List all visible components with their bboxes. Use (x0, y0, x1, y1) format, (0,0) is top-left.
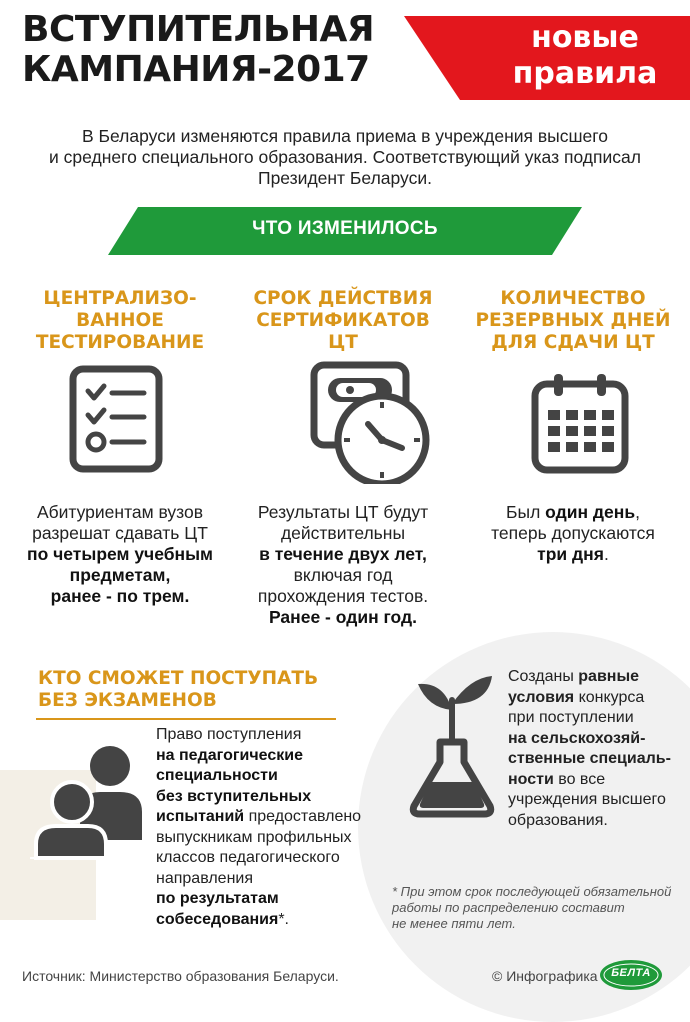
column2-text-l3: в течение двух лет, (259, 544, 427, 564)
column1-text (14, 502, 226, 607)
column3-text-l3: три дня (537, 544, 604, 564)
agro-l4: на сельскохозяй- (508, 729, 646, 747)
exam-free-l7: классов педагогического (156, 849, 340, 866)
section-banner-label: ЧТО ИЗМЕНИЛОСЬ (252, 218, 438, 239)
intro-line3: Президент Беларуси. (257, 168, 432, 188)
main-title-line1: ВСТУПИТЕЛЬНАЯ (22, 9, 375, 50)
agro-l1b: равные (578, 668, 640, 685)
column1-title-l2: ВАННОЕ (76, 310, 164, 331)
column3-text-l1c: , (635, 502, 640, 522)
footnote-l2: работы по распределению составит (392, 900, 625, 915)
agro-l8: образования. (508, 811, 608, 829)
certificate-clock-icon (306, 360, 444, 484)
exam-free-title-l1: КТО СМОЖЕТ ПОСТУПАТЬ (38, 668, 319, 689)
main-title-line2: КАМПАНИЯ-2017 (22, 49, 370, 90)
agro-l6a: ности (508, 770, 554, 788)
footnote-l3: не менее пяти лет. (392, 916, 516, 931)
agro-l3: при поступлении (508, 709, 634, 726)
column1-title-l1: ЦЕНТРАЛИЗО- (43, 288, 197, 309)
column2-text-l4: включая год (293, 565, 393, 585)
exam-free-title (38, 668, 358, 712)
column1-title-l3: ТЕСТИРОВАНИЕ (35, 332, 205, 353)
column3-title-l1: КОЛИЧЕСТВО (500, 288, 646, 309)
exam-free-text (156, 725, 386, 930)
agro-l5: ственные специаль- (508, 750, 671, 767)
column1-text-l3: по четырем учебным (27, 544, 213, 564)
footnote-l1: * При этом срок последующей обязательной (392, 884, 672, 899)
main-title (22, 10, 402, 90)
agro-l6b: во все (553, 770, 606, 788)
exam-free-l1: Право поступления (156, 726, 302, 743)
agro-l1a: Созданы (508, 668, 579, 685)
people-icon (30, 740, 158, 860)
intro-line1: В Беларуси изменяются правила приема в учреждения высшего (82, 126, 608, 146)
column1-text-l5: ранее - по трем. (50, 586, 190, 606)
source-note: Источник: Министерство образования Беларуси. (22, 968, 339, 984)
agro-l2b: конкурса (574, 688, 645, 706)
exam-free-l10b: *. (278, 910, 289, 928)
infographic-credit: © Инфографика (492, 968, 598, 984)
column1-text-l4: предметам, (69, 565, 171, 585)
intro-line2: и среднего специального образования. Соответствующий указ подписал (49, 147, 641, 167)
column3-title-l2: РЕЗЕРВНЫХ ДНЕЙ (475, 310, 671, 331)
intro-text (40, 126, 650, 189)
column3-text-l3b: . (603, 544, 609, 564)
ribbon-label (500, 20, 670, 92)
checklist-icon (68, 364, 164, 474)
column1-text-l2: разрешат сдавать ЦТ (32, 523, 208, 543)
ribbon-line2: правила (512, 56, 658, 91)
column2-text-l2: действительны (280, 523, 406, 543)
exam-free-l10a: собеседования (156, 910, 279, 928)
column-title-reserve-days (462, 288, 684, 354)
column3-text (462, 502, 684, 565)
column2-text-l1: Результаты ЦТ будут (257, 502, 429, 522)
column2-text-l5: прохождения тестов. (257, 586, 429, 606)
exam-free-l5b: предоставлено (244, 808, 362, 825)
column2-title-l2: СЕРТИФИКАТОВ (256, 310, 430, 331)
exam-free-title-l2: БЕЗ ЭКЗАМЕНОВ (38, 690, 217, 711)
exam-free-l8: направления (156, 869, 253, 887)
exam-free-l6: выпускникам профильных (156, 828, 352, 846)
column3-text-l1b: один день (545, 502, 636, 522)
footnote (392, 884, 682, 932)
exam-free-l3: специальности (156, 767, 278, 784)
column-title-certificate-validity (238, 288, 448, 354)
column2-title-l3: ЦТ (328, 332, 358, 353)
exam-free-l9: по результатам (156, 890, 279, 907)
belta-logo-text: БЕЛТА (611, 967, 651, 979)
column1-text-l1: Абитуриентам вузов (36, 502, 204, 522)
agro-text (508, 667, 678, 831)
exam-free-l5a: испытаний (156, 808, 245, 825)
agro-l7: учреждения высшего (508, 791, 666, 808)
column2-text-l6: Ранее - один год. (268, 607, 417, 627)
exam-free-underline (36, 718, 336, 720)
flask-sprout-icon (408, 670, 496, 818)
column3-text-l1a: Был (506, 502, 546, 522)
agro-l2a: условия (508, 688, 575, 706)
calendar-icon (530, 372, 630, 476)
ribbon-line1: новые (531, 20, 639, 55)
column3-title-l3: ДЛЯ СДАЧИ ЦТ (491, 332, 655, 353)
column2-title-l1: СРОК ДЕЙСТВИЯ (253, 288, 433, 309)
column2-text (238, 502, 448, 628)
exam-free-l4: без вступительных (156, 787, 312, 805)
exam-free-l2: на педагогические (156, 746, 303, 764)
column3-text-l2: теперь допускаются (491, 523, 655, 543)
column-title-centralized-testing (14, 288, 226, 354)
